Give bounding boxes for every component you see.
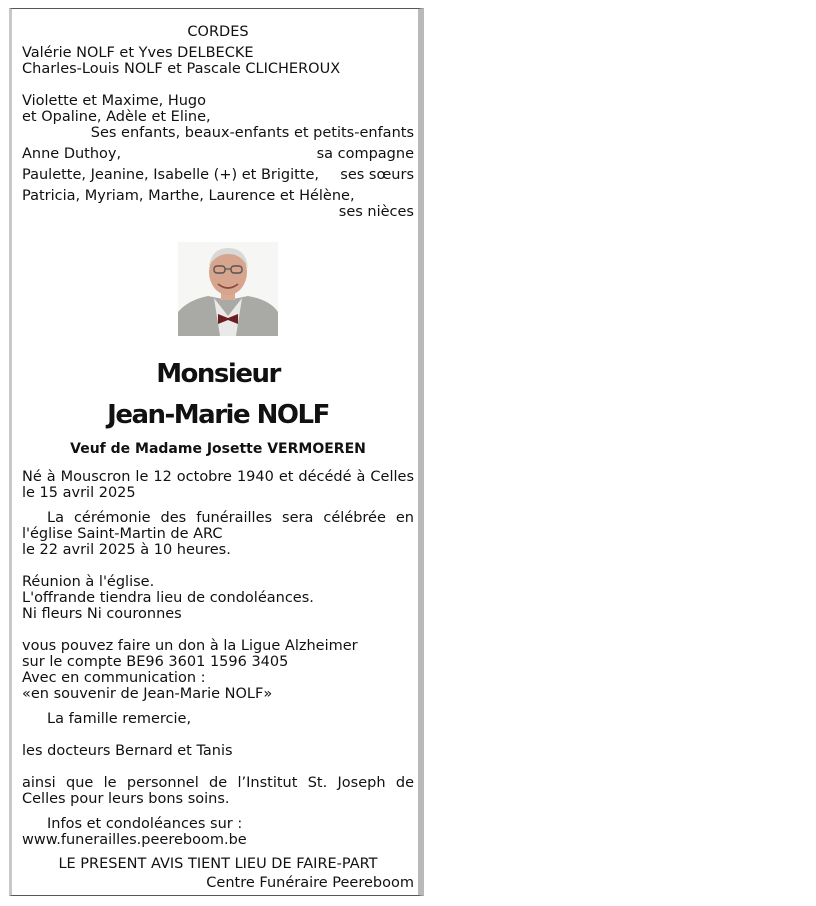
companion-caption: sa compagne — [316, 146, 414, 162]
family-line-2: Charles-Louis NOLF et Pascale CLICHEROUX — [22, 61, 341, 77]
ceremony-line-1: La cérémonie des funérailles sera célébrée en — [47, 510, 414, 526]
info-website: www.funerailles.peereboom.be — [22, 832, 247, 848]
thanks-line: La famille remercie, — [47, 711, 192, 727]
city-heading: CORDES — [187, 24, 249, 40]
family-line-1: Valérie NOLF et Yves DELBECKE — [22, 45, 254, 61]
sisters-caption: ses sœurs — [340, 167, 414, 183]
info-line-1: Infos et condoléances sur : — [47, 816, 243, 832]
funeral-home: Centre Funéraire Peereboom — [206, 875, 414, 891]
donation-line-2: sur le compte BE96 3601 1596 3405 — [22, 654, 289, 670]
flowers-line: Ni fleurs Ni couronnes — [22, 606, 182, 622]
doctors-line: les docteurs Bernard et Tanis — [22, 743, 233, 759]
death-notice — [9, 8, 424, 896]
present-notice: LE PRESENT AVIS TIENT LIEU DE FAIRE-PART — [58, 856, 378, 872]
meeting-line: Réunion à l'église. — [22, 574, 155, 590]
deceased-title: Monsieur — [156, 359, 280, 389]
widower-line: Veuf de Madame Josette VERMOEREN — [70, 441, 366, 457]
offering-line: L'offrande tiendra lieu de condoléances. — [22, 590, 314, 606]
staff-line-1: ainsi que le personnel de l’Institut St. Joseph de — [22, 775, 414, 791]
grandchildren-line-2: et Opaline, Adèle et Eline, — [22, 109, 211, 125]
nieces-names: Patricia, Myriam, Marthe, Laurence et Hélène, — [22, 188, 355, 204]
portrait-photo — [178, 242, 278, 336]
donation-line-1: vous pouvez faire un don à la Ligue Alzheimer — [22, 638, 358, 654]
deceased-name: Jean-Marie NOLF — [107, 400, 329, 430]
donation-line-4: «en souvenir de Jean-Marie NOLF» — [22, 686, 273, 702]
birth-line-1: Né à Mouscron le 12 octobre 1940 et décédé à Celles — [22, 469, 414, 485]
children-caption: Ses enfants, beaux-enfants et petits-enfants — [90, 125, 414, 141]
ceremony-line-2: l'église Saint-Martin de ARC — [22, 526, 223, 542]
grandchildren-line-1: Violette et Maxime, Hugo — [22, 93, 207, 109]
donation-line-3: Avec en communication : — [22, 670, 206, 686]
birth-line-2: le 15 avril 2025 — [22, 485, 136, 501]
ceremony-line-3: le 22 avril 2025 à 10 heures. — [22, 542, 231, 558]
nieces-caption: ses nièces — [338, 204, 414, 220]
sisters-names: Paulette, Jeanine, Isabelle (+) et Brigitte, — [22, 167, 320, 183]
companion-name: Anne Duthoy, — [22, 146, 122, 162]
staff-line-2: Celles pour leurs bons soins. — [22, 791, 230, 807]
